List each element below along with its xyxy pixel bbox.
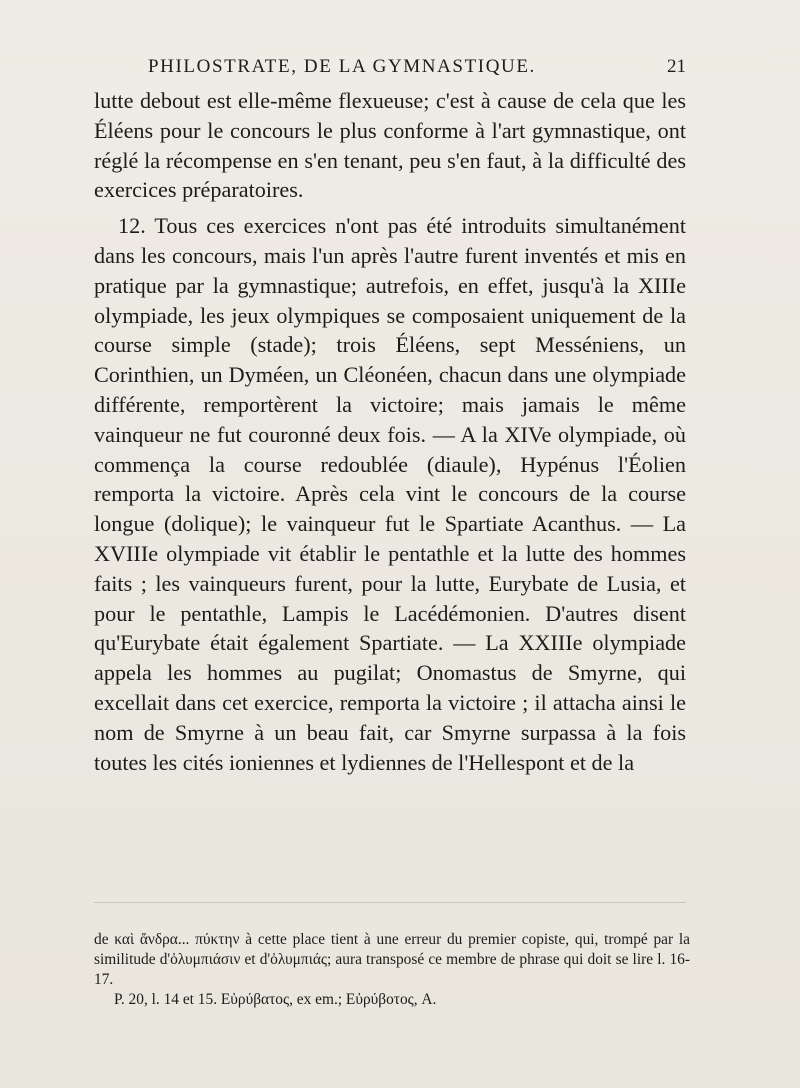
main-text	[94, 86, 686, 777]
paragraph: 12. Tous ces exercices n'ont pas été introduits simultanément dans les concours, mais l'un après l'autre furent inventés et mis en pratique par la gymnastique; autrefois, en effet, jusqu'à la XIIIe olympiade, les jeux olympiques se composaient uniquement de la course simple (stade); trois Éléens, sept Messéniens, un Corinthien, un Dyméen, un Cléonéen, chacun dans une olympiade différente, remportèrent la victoire; mais jamais le même vainqueur ne fut couronné deux fois. — A la XIVe olympiade, où commença la course redoublée (diaule), Hypénus l'Éolien remporta la victoire. Après cela vint le concours de la course longue (dolique); le vainqueur fut le Spartiate Acanthus. — La XVIIIe olympiade vit établir le pentathle et la lutte des hommes faits ; les vainqueurs furent, pour la lutte, Eurybate de Lusia, et pour le pentathle, Lampis le Lacédémonien. D'autres disent qu'Eurybate était également Spartiate. — La XXIIIe olympiade appela les hommes au pugilat; Onomastus de Smyrne, qui excellait dans cet exercice, remporta la victoire ; il attacha ainsi le nom de Smyrne à un beau fait, car Smyrne surpassa à la fois toutes les cités ioniennes et lydiennes de l'Hellespont et de la	[94, 213, 686, 775]
page-number: 21	[667, 56, 686, 77]
footnote: P. 20, l. 14 et 15. Εὐρύβατος, ex em.; Εὐρύβοτος, A.	[114, 991, 437, 1008]
footnote-divider	[94, 902, 686, 903]
footnote: de καὶ ἄνδρα... πύκτην à cette place tient à une erreur du premier copiste, qui, trompé par la similitude d'ὀλυμπιάσιν et d'ὀλυμπιάς; aura transposé ce membre de phrase qui doit se lire l. 16-17.	[94, 931, 690, 988]
running-title: PHILOSTRATE, DE LA GYMNASTIQUE.	[148, 56, 536, 77]
paragraph: lutte debout est elle-même flexueuse; c'est à cause de cela que les Éléens pour le concours le plus conforme à l'art gymnastique, ont réglé la récompense en s'en tenant, peu s'en faut, à la difficulté des exercices préparatoires.	[94, 88, 686, 203]
footnotes	[94, 930, 690, 1010]
running-header	[94, 56, 686, 86]
